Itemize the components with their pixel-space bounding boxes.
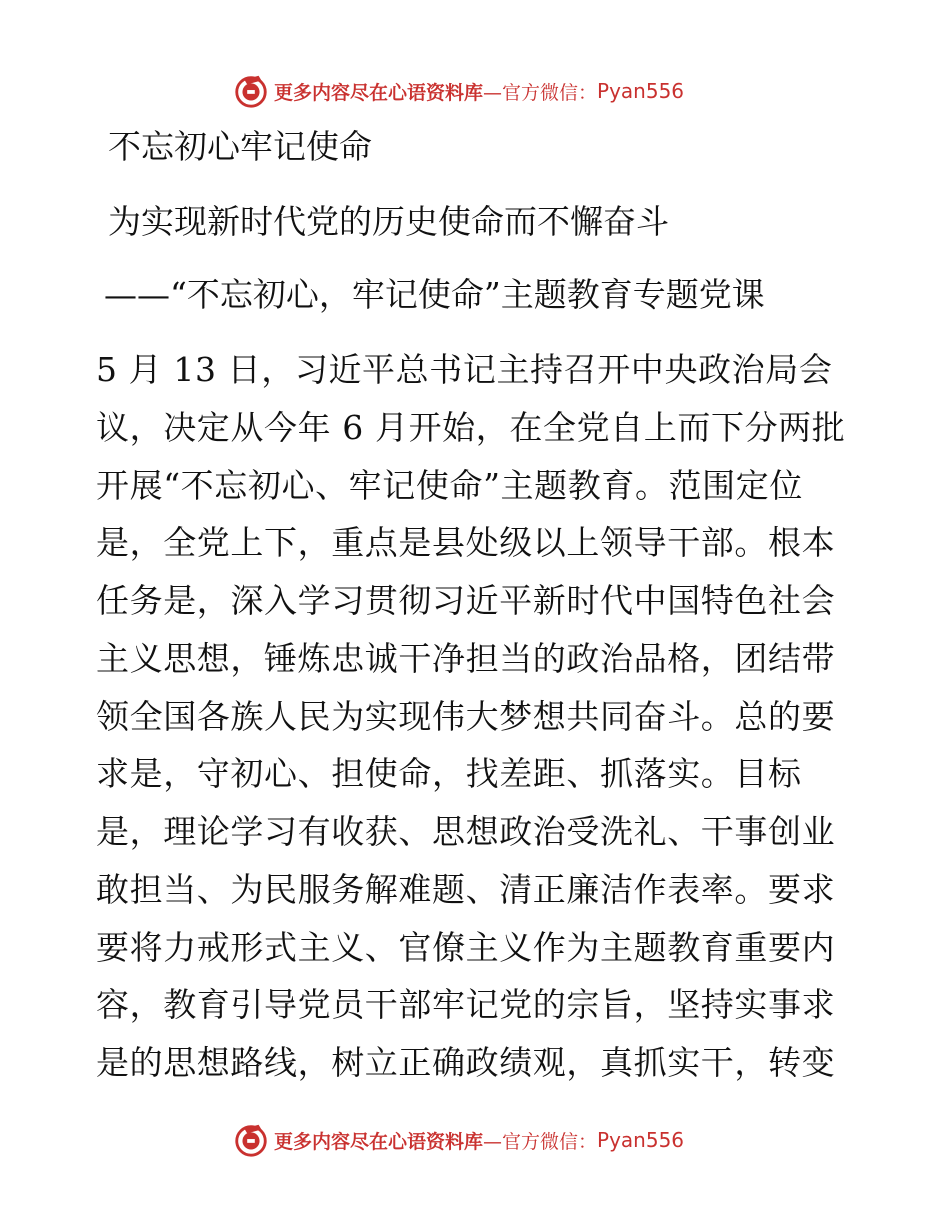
- red-seal-logo-icon: [232, 1121, 270, 1159]
- watermark-main-text: 更多内容尽在心语资料库: [274, 81, 484, 104]
- watermark-account: Pyan556: [597, 79, 685, 103]
- body-line: 是，理论学习有收获、思想政治受洗礼、干事创业: [96, 812, 836, 851]
- body-line: 主义思想，锤炼忠诚干净担当的政治品格，团结带: [96, 639, 836, 678]
- body-line: 容，教育引导党员干部牢记党的宗旨，坚持实事求: [96, 985, 836, 1024]
- body-line: 领全国各族人民为实现伟大梦想共同奋斗。总的要: [96, 697, 836, 736]
- body-line: 议，决定从今年 6 月开始，在全党自上而下分两批: [96, 408, 846, 447]
- body-line: 开展“不忘初心、牢记使命”主题教育。范围定位: [96, 466, 803, 505]
- body-line: 是，全党上下，重点是县处级以上领导干部。根本: [96, 523, 836, 562]
- watermark-account: Pyan556: [597, 1128, 685, 1152]
- subheading: ——“不忘初心，牢记使命”主题教育专题党课: [104, 275, 765, 314]
- document-title: 不忘初心牢记使命: [108, 127, 372, 166]
- body-line: 任务是，深入学习贯彻习近平新时代中国特色社会: [96, 581, 836, 620]
- watermark-separator: —官方微信：: [483, 81, 598, 104]
- watermark-separator: —官方微信：: [483, 1130, 598, 1153]
- main-heading: 为实现新时代党的历史使命而不懈奋斗: [108, 202, 669, 241]
- body-line: 5 月 13 日，习近平总书记主持召开中央政治局会: [96, 350, 833, 389]
- body-line: 敢担当、为民服务解难题、清正廉洁作表率。要求: [96, 870, 836, 909]
- body-line: 求是，守初心、担使命，找差距、抓落实。目标: [96, 754, 802, 793]
- body-line: 是的思想路线，树立正确政绩观，真抓实干，转变: [96, 1043, 836, 1082]
- header-watermark: [232, 71, 684, 111]
- red-seal-logo-icon: [232, 72, 270, 110]
- footer-watermark: [232, 1120, 684, 1160]
- body-line: 要将力戒形式主义、官僚主义作为主题教育重要内: [96, 928, 836, 967]
- watermark-main-text: 更多内容尽在心语资料库: [274, 1130, 484, 1153]
